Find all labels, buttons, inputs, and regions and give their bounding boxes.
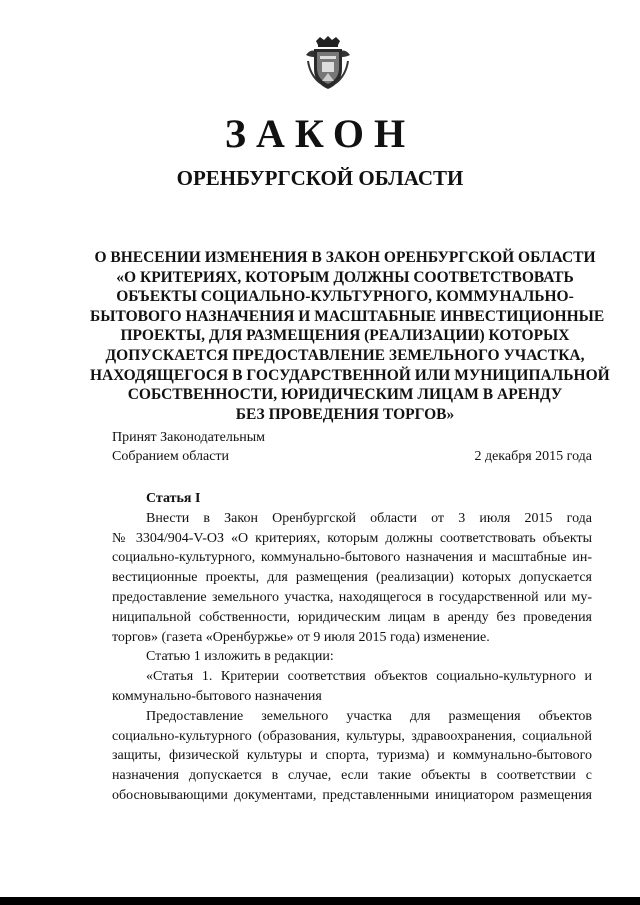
heading-line: ОБЪЕКТЫ СОЦИАЛЬНО-КУЛЬТУРНОГО, КОММУНАЛЬНО- xyxy=(116,288,574,306)
heading-line: БЫТОВОГО НАЗНАЧЕНИЯ И МАСШТАБНЫЕ ИНВЕСТИЦИОННЫЕ xyxy=(90,307,605,325)
scan-bottom-edge xyxy=(0,897,640,905)
heading-line: НАХОДЯЩЕГОСЯ В ГОСУДАРСТВЕННОЙ ИЛИ МУНИЦИПАЛЬНОЙ xyxy=(90,366,610,384)
coat-of-arms-icon xyxy=(302,35,354,91)
document-body xyxy=(112,489,592,806)
body-line: предоставление земельного участка, находящегося в государственной или му- xyxy=(112,589,592,605)
body-line: Предоставление земельного участка для размещения объектов xyxy=(146,708,592,724)
heading-line: ПРОЕКТЫ, ДЛЯ РАЗМЕЩЕНИЯ (РЕАЛИЗАЦИИ) КОТОРЫХ xyxy=(120,327,570,345)
heading-line: СОБСТВЕННОСТИ, ЮРИДИЧЕСКИМ ЛИЦАМ В АРЕНДУ xyxy=(127,386,563,404)
article-title: Статья I xyxy=(146,491,201,506)
body-line: назначения допускается в случае, если такие объекты в соответствии с xyxy=(112,768,592,784)
body-line: социально-культурного (образования, культуры, здравоохранения, социальной xyxy=(112,728,592,744)
body-line: коммунально-бытового назначения xyxy=(112,688,322,704)
body-line: вестиционные проекты, для размещения (реализации) которых допускается xyxy=(112,570,592,586)
adoption-line-2: Собранием области xyxy=(112,449,230,464)
body-line: обосновывающими документами, представленными инициатором размещения xyxy=(112,787,592,803)
adoption-line-1: Принят Законодательным xyxy=(112,430,265,445)
body-line: ниципальной собственности, юридическим лицам в аренду без проведения xyxy=(112,609,592,625)
document-title: ЗАКОН xyxy=(224,111,416,156)
body-line: № 3304/904-V-ОЗ «О критериях, которым должны соответствовать объекты xyxy=(112,530,592,546)
body-line: Статью 1 изложить в редакции: xyxy=(146,649,334,665)
heading-line: БЕЗ ПРОВЕДЕНИЯ ТОРГОВ» xyxy=(235,405,455,423)
body-line: Внести в Закон Оренбургской области от 3 июля 2015 года xyxy=(146,510,592,526)
body-line: «Статья 1. Критерии соответствия объектов социально-культурного и xyxy=(146,669,592,685)
body-line: торгов» (газета «Оренбуржье» от 9 июля 2015 года) изменение. xyxy=(112,629,490,645)
body-line: социально-культурного, коммунально-бытового назначения и масштабные ин- xyxy=(112,550,592,566)
heading-line: «О КРИТЕРИЯХ, КОТОРЫМ ДОЛЖНЫ СООТВЕТСТВОВАТЬ xyxy=(116,268,574,286)
body-line: защиты, физической культуры и спорта, туризма) и коммунально-бытового xyxy=(112,748,592,764)
heading-line: О ВНЕСЕНИИ ИЗМЕНЕНИЯ В ЗАКОН ОРЕНБУРГСКОЙ ОБЛАСТИ xyxy=(94,249,596,266)
adoption-date: 2 декабря 2015 года xyxy=(474,449,592,464)
law-heading xyxy=(90,248,610,424)
document-subtitle: ОРЕНБУРГСКОЙ ОБЛАСТИ xyxy=(176,166,464,190)
heading-line: ДОПУСКАЕТСЯ ПРЕДОСТАВЛЕНИЕ ЗЕМЕЛЬНОГО УЧАСТКА, xyxy=(105,346,585,364)
adoption-note xyxy=(112,428,265,466)
